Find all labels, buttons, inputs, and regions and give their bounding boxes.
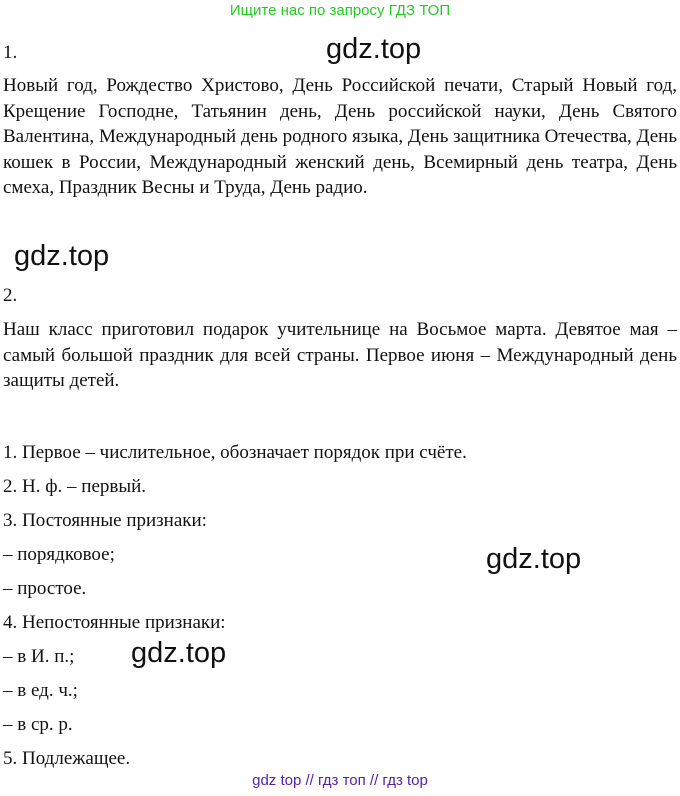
analysis-line: – в И. п.; — [3, 646, 75, 667]
footer-banner: gdz top // гдз топ // гдз top — [252, 772, 428, 789]
analysis-line: 5. Подлежащее. — [3, 748, 131, 769]
task-1-number: 1. — [3, 42, 18, 63]
watermark-logo: gdz.top — [14, 240, 110, 272]
task-2-answer: Наш класс приготовил подарок учительнице на Восьмое марта. Девятое мая – самый большой праздник для всей страны. Первое июня – Международный день защиты детей. — [3, 319, 677, 391]
task-1-answer: Новый год, Рождество Христово, День Российской печати, Старый Новый год, Крещение Господне, Татьянин день, День российской науки, День Святого Валентина, Международный день родного языка, День защитника Отечества, День кошек в России, Международный женский день, Всемирный день театра, День смеха, Праздник Весны и Труда, День радио. — [3, 75, 677, 198]
analysis-line: – порядковое; — [3, 544, 115, 565]
watermark-logo: gdz.top — [131, 637, 227, 669]
analysis-line: 2. Н. ф. – первый. — [3, 476, 147, 497]
analysis-line: 3. Постоянные признаки: — [3, 510, 207, 531]
analysis-line: – простое. — [3, 578, 87, 599]
analysis-line: – в ед. ч.; — [3, 680, 78, 701]
analysis-line: – в ср. р. — [3, 714, 73, 735]
analysis-line: 4. Непостоянные признаки: — [3, 612, 226, 633]
top-banner: Ищите нас по запросу ГДЗ ТОП — [229, 2, 451, 19]
watermark-logo: gdz.top — [326, 33, 422, 65]
morphological-analysis — [3, 438, 677, 778]
watermark-logo: gdz.top — [486, 543, 582, 575]
analysis-line: 1. Первое – числительное, обозначает порядок при счёте. — [3, 442, 467, 463]
task-2-number: 2. — [3, 285, 18, 306]
